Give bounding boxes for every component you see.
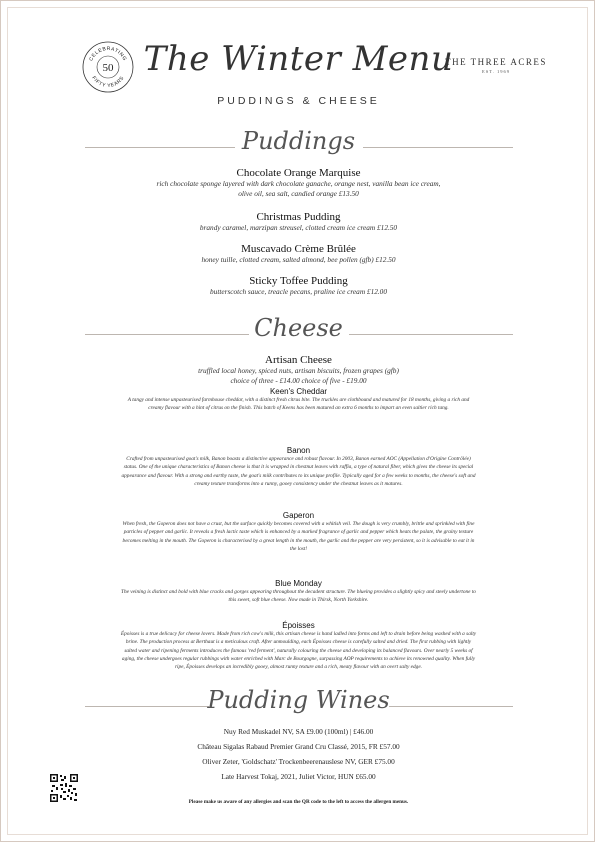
cheese-description: Crafted from unpasteurised goat's milk, Banon boasts a distinctive appearance and robust flavour. In 2003, Banon earned AOC (Appellation d'Origine Contrôlée) xyxy=(126,456,471,462)
brand-established: EST. 1969 xyxy=(482,69,510,74)
item-name: Chocolate Orange Marquise xyxy=(236,167,361,179)
seal-top-text: CELEBRATING xyxy=(88,45,128,63)
allergen-footer-note: Please make us aware of any allergies and scan the QR code to the left to access the allergen menus. xyxy=(188,799,409,805)
cheese-description: salted water and ripening ferments introduces the famous 'red ferment', naturally colouring the cheese and developing its balanced flavours. Over nearly 5 weeks of xyxy=(124,647,473,654)
cheese-description: becomes melting in the mouth. The Goperon is characterised by a great length in the mouth, the garlic and the pepper are very persistent, so it is advisable to eat it in xyxy=(122,537,475,544)
cheese-item xyxy=(1,387,595,413)
cheese-name: Gaperon xyxy=(282,511,315,520)
cheese-description: the lost! xyxy=(289,545,308,552)
cheese-description: A tangy and intense unpasteurised farmhouse cheddar, with a distinct fresh citrus bite. The truckles are clothbound and matured for 18 months, giving a rich and xyxy=(127,397,470,403)
item-description: honey tuille, clotted cream, salted almond, bee pollen (gfb) £12.50 xyxy=(201,255,396,264)
cheese-description: ripe, Époisses develops an incredibly gooey, almost runny texture and a rich, meaty flavour with an overt salty edge. xyxy=(174,664,423,671)
cheese-description: When fresh, the Goperon does not have a crust, but the surface quickly becomes covered with a whitish veil. The dough is very crumbly, brittle and sprinkled with fine xyxy=(122,521,475,527)
section-heading-wines: Pudding Wines xyxy=(207,686,390,714)
cheese-description: creamy flavour with a hint of citrus on the finish. This batch of Keens has been matured an extra 6 months to impart an even saltier rich tang. xyxy=(148,405,449,412)
item-name: Muscavado Crème Brûlée xyxy=(241,243,356,255)
item-description: butterscotch sauce, treacle pecans, praline ice cream £12.00 xyxy=(210,287,387,296)
item-name: Sticky Toffee Pudding xyxy=(249,275,348,287)
cheese-description: aging, the cheese undergoes regular rubbings with water enriched with Marc de Bourgogne, surpassing AOP requirements to achieve its renowned quality. When fully xyxy=(121,655,476,662)
menu-item xyxy=(1,211,595,233)
cheese-item xyxy=(1,579,595,605)
brand-name: THE THREE ACRES xyxy=(445,57,547,67)
wine-item: Late Harvest Tokaj, 2021, Juliet Victor, HUN £65.00 xyxy=(221,772,376,781)
cheese-description: brine. The production process at Berthaut is a meticulous craft. After unmoulding, each Époisses cheese is carefully salted and dried. The first rubbing with lightly xyxy=(125,639,472,646)
item-prices: choice of three - £14.00 choice of five - £19.00 xyxy=(230,375,367,385)
item-description: truffled local honey, spiced nuts, artisan biscuits, frozen grapes (gfb) xyxy=(198,366,399,375)
menu-subtitle: PUDDINGS & CHEESE xyxy=(217,95,380,107)
cheese-description: particles of pepper and garlic. It reveals a fresh lactic taste which is enhanced by a marked fragrance of garlic and pepper which heats the palate, the grainy texture xyxy=(123,529,474,536)
item-description: rich chocolate sponge layered with dark chocolate ganache, orange nest, vanilla bean ice cream, xyxy=(156,179,441,188)
cheese-name: Époisses xyxy=(282,621,315,630)
wine-item: Château Sigalas Rabaud Premier Grand Cru Classé, 2015, FR £57.00 xyxy=(197,742,400,751)
menu-title: The Winter Menu xyxy=(143,39,454,79)
cheese-description: appearance and flavour. With a strong and earthy taste, the goat's milk contributes to its unique profile. Typically aged for a few weeks to months, the cheese's soft and xyxy=(121,472,476,479)
menu-item xyxy=(1,243,595,265)
cheese-name: Banon xyxy=(286,446,311,455)
section-heading-cheese: Cheese xyxy=(254,314,343,342)
brand-logo xyxy=(441,57,551,74)
cheese-description: creamy texture transforms into a runny, gooey consistency under the chestnut leaves as it matures. xyxy=(194,480,403,487)
menu-item xyxy=(1,275,595,297)
seal-bottom-text: FIFTY YEARS xyxy=(90,75,126,90)
item-description: olive oil, sea salt, candied orange £13.50 xyxy=(238,188,359,198)
cheese-name: Blue Monday xyxy=(275,579,322,588)
item-name: Christmas Pudding xyxy=(256,211,341,223)
cheese-description: status. One of the unique characteristics of Banon cheese is that it is wrapped in chestnut leaves with raffia, a type of natural fiber, which gives the cheese its special xyxy=(123,464,474,471)
wine-item: Nuy Red Muskadel NV, SA £9.00 (100ml) | £46.00 xyxy=(223,727,374,736)
cheese-description: Époisses is a true delicacy for cheese lovers. Made from rich cow's milk, this artisan cheese is hand ladled into forms and left to drain before being washed with a salty xyxy=(120,631,477,637)
cheese-description: this sweet, soft blue cheese. Now made in Thirsk, North Yorkshire. xyxy=(228,597,369,604)
section-heading-puddings: Puddings xyxy=(241,127,356,155)
menu-item xyxy=(1,167,595,198)
menu-item xyxy=(1,354,595,385)
item-name: Artisan Cheese xyxy=(265,354,332,366)
item-description: brandy caramel, marzipan streusel, clotted cream ice cream £12.50 xyxy=(199,223,398,232)
cheese-description: The veining is distinct and bold with blue cracks and gorges appearing throughout the decadent structure. The blueing provides a slightly spicy and steely undertone to xyxy=(121,589,476,595)
cheese-item xyxy=(1,446,595,488)
cheese-item xyxy=(1,511,595,553)
seal-number: 50 xyxy=(102,62,114,74)
cheese-name: Keen's Cheddar xyxy=(269,387,328,396)
qr-code-icon[interactable] xyxy=(50,774,78,802)
wine-item: Oliver Zeter, 'Goldschatz' Trockenbeerenauslese NV, GER £75.00 xyxy=(202,757,395,766)
cheese-item xyxy=(1,621,595,671)
